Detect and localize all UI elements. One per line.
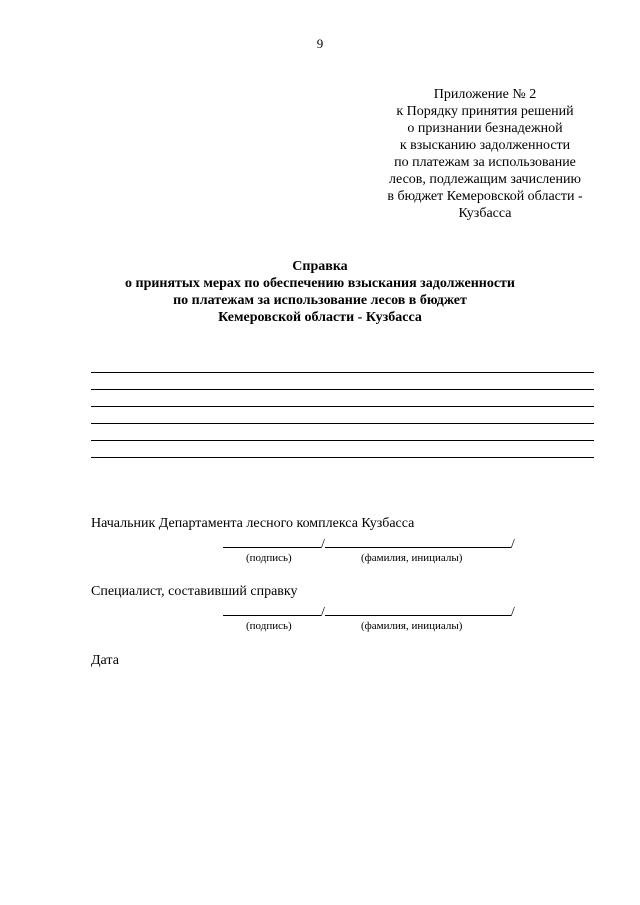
signature-title: Начальник Департамента лесного комплекса Кузбасса	[91, 516, 415, 531]
signature-block-head	[91, 516, 414, 532]
page-number: 9	[316, 36, 324, 51]
caption-sign: (подпись)	[246, 620, 292, 632]
blank-line[interactable]	[91, 423, 594, 424]
appendix-line: лесов, подлежащим зачислению	[389, 172, 581, 187]
caption-sign: (подпись)	[246, 552, 292, 564]
caption-name: (фамилия, инициалы)	[361, 620, 463, 632]
blank-line[interactable]	[91, 440, 594, 441]
signature-title: Специалист, составивший справку	[91, 584, 298, 599]
separator: /	[321, 537, 325, 552]
appendix-line: о признании безнадежной	[407, 121, 563, 136]
appendix-line: к взысканию задолженности	[399, 138, 571, 153]
title-line: Справка	[292, 259, 348, 274]
signature-row-specialist	[223, 603, 515, 621]
blank-line[interactable]	[91, 372, 594, 373]
blank-line[interactable]	[91, 457, 594, 458]
separator: /	[321, 605, 325, 620]
signature-field[interactable]	[223, 535, 321, 548]
name-field[interactable]	[325, 603, 511, 616]
appendix-line: к Порядку принятия решений	[396, 104, 574, 119]
document-title	[0, 258, 640, 326]
appendix-line: Приложение № 2	[433, 87, 537, 102]
appendix-line: в бюджет Кемеровской области -	[387, 189, 583, 204]
date-label: Дата	[91, 653, 119, 668]
appendix-line: по платежам за использование	[394, 155, 576, 170]
signature-row-head	[223, 535, 515, 553]
title-line: Кемеровской области - Кузбасса	[218, 310, 422, 325]
signature-field[interactable]	[223, 603, 321, 616]
signature-block-specialist	[91, 584, 298, 600]
separator-end: /	[510, 537, 515, 552]
blank-fill-lines	[91, 372, 594, 474]
caption-name: (фамилия, инициалы)	[361, 552, 463, 564]
blank-line[interactable]	[91, 406, 594, 407]
title-line: по платежам за использование лесов в бюджет	[173, 293, 467, 308]
blank-line[interactable]	[91, 389, 594, 390]
appendix-line: Кузбасса	[458, 206, 512, 221]
appendix-header	[370, 86, 600, 222]
separator-end: /	[510, 605, 515, 620]
title-line: о принятых мерах по обеспечению взыскания задолженности	[125, 276, 515, 291]
name-field[interactable]	[325, 535, 511, 548]
